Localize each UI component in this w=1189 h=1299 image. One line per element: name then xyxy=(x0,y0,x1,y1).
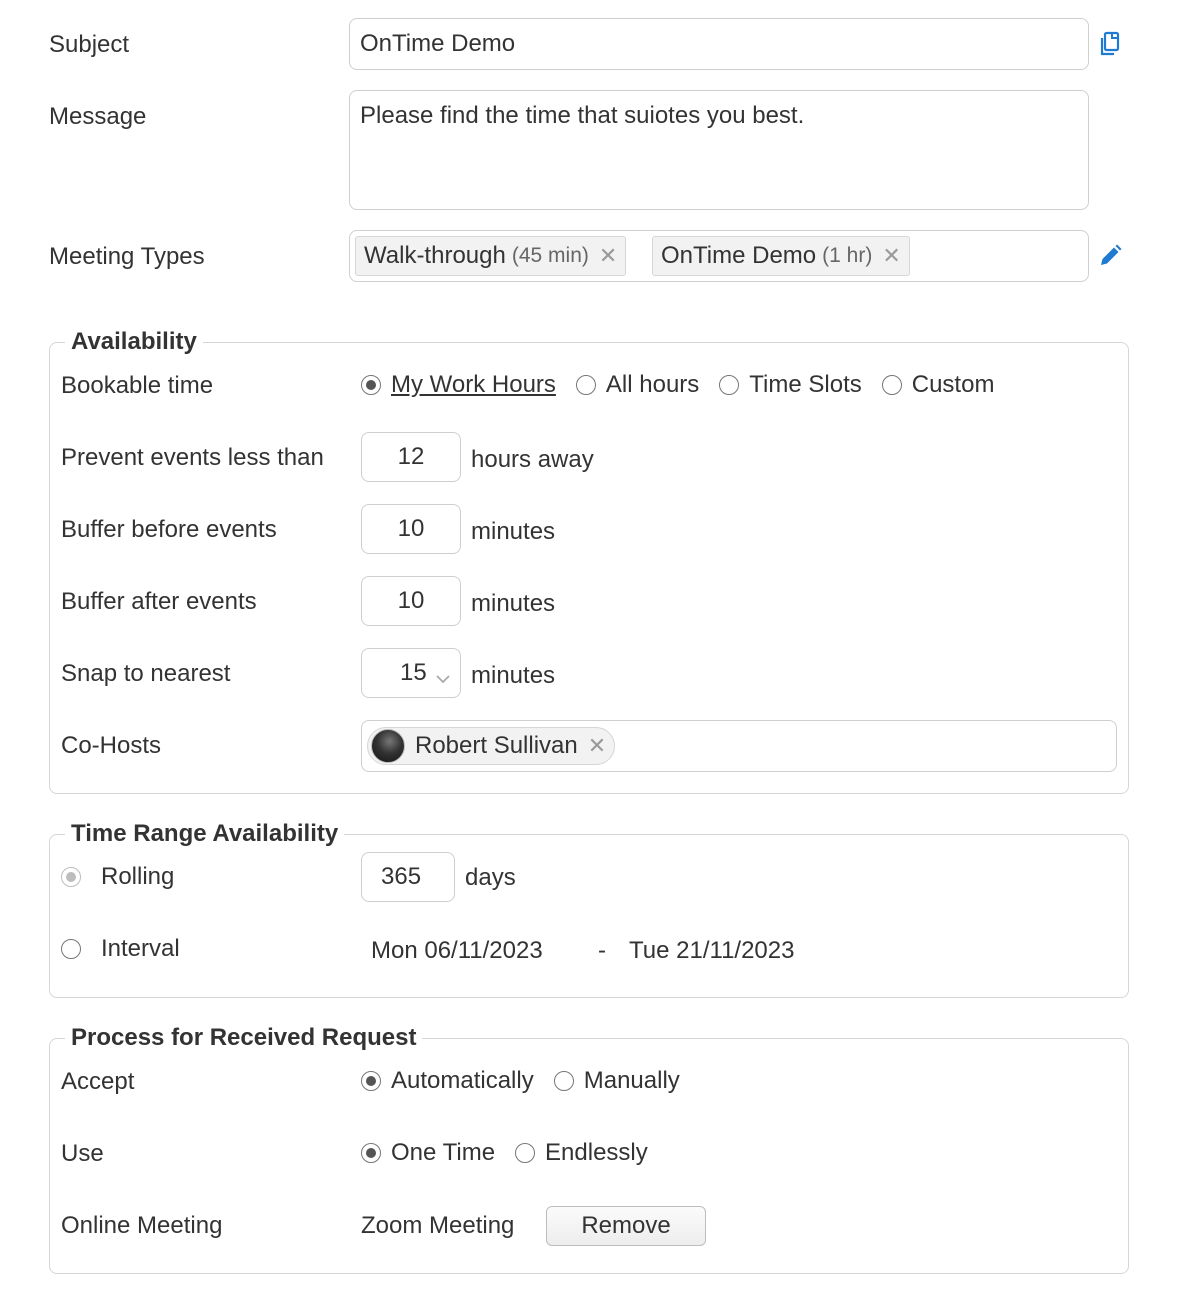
meeting-types-label: Meeting Types xyxy=(49,243,205,270)
bookable-time-label: Bookable time xyxy=(61,372,214,399)
message-label: Message xyxy=(49,103,147,130)
meeting-type-name: Walk-through xyxy=(364,242,506,269)
use-label: Use xyxy=(61,1140,104,1167)
meeting-type-chip[interactable] xyxy=(652,236,910,276)
buffer-before-unit: minutes xyxy=(471,518,556,545)
prevent-unit: hours away xyxy=(471,446,594,473)
rolling-unit: days xyxy=(465,864,516,891)
meeting-type-duration: (1 hr) xyxy=(822,244,873,267)
radio-label-time-slots[interactable]: Time Slots xyxy=(749,371,862,398)
copy-icon[interactable] xyxy=(1098,30,1124,65)
radio-label-one-time[interactable]: One Time xyxy=(391,1139,496,1166)
process-legend: Process for Received Request xyxy=(65,1023,422,1053)
snap-select-value: 15 xyxy=(400,659,427,686)
buffer-after-input[interactable]: 10 xyxy=(361,576,461,626)
snap-label: Snap to nearest xyxy=(61,660,231,687)
message-value: Please find the time that suiotes you best. xyxy=(360,102,805,129)
meeting-type-name: OnTime Demo xyxy=(661,242,817,269)
buffer-before-label: Buffer before events xyxy=(61,516,277,543)
subject-value: OnTime Demo xyxy=(360,30,516,57)
radio-all-hours[interactable] xyxy=(576,375,596,395)
remove-chip-icon[interactable]: ✕ xyxy=(598,243,618,268)
message-textarea[interactable] xyxy=(349,90,1089,210)
time-range-group xyxy=(49,834,1129,998)
snap-unit: minutes xyxy=(471,662,556,689)
online-meeting-value: Zoom Meeting xyxy=(361,1212,515,1239)
radio-label-all-hours[interactable]: All hours xyxy=(605,371,700,398)
radio-time-slots[interactable] xyxy=(719,375,739,395)
remove-cohost-icon[interactable]: ✕ xyxy=(587,733,607,758)
radio-label-my-work-hours[interactable]: My Work Hours xyxy=(391,371,556,398)
accept-label: Accept xyxy=(61,1068,135,1095)
interval-separator: - xyxy=(598,937,606,964)
chevron-down-icon xyxy=(436,663,450,691)
radio-label-interval[interactable]: Interval xyxy=(101,935,180,962)
radio-one-time[interactable] xyxy=(361,1143,381,1163)
radio-label-manually[interactable]: Manually xyxy=(583,1067,680,1094)
subject-input[interactable] xyxy=(349,18,1089,70)
rolling-days-input[interactable]: 365 xyxy=(361,852,455,902)
radio-rolling[interactable] xyxy=(61,867,81,887)
remove-button[interactable]: Remove xyxy=(546,1206,706,1246)
prevent-events-label: Prevent events less than xyxy=(61,444,324,471)
meeting-type-chip[interactable] xyxy=(355,236,626,276)
cohosts-label: Co-Hosts xyxy=(61,732,162,759)
online-meeting-label: Online Meeting xyxy=(61,1212,223,1239)
interval-start-date[interactable]: Mon 06/11/2023 xyxy=(371,937,543,964)
cohost-name: Robert Sullivan xyxy=(415,732,578,759)
avatar xyxy=(371,729,405,763)
radio-automatically[interactable] xyxy=(361,1071,381,1091)
cohost-chip[interactable] xyxy=(367,727,615,765)
interval-option xyxy=(61,935,200,963)
rolling-option xyxy=(61,863,194,891)
pencil-icon[interactable] xyxy=(1097,243,1123,276)
meeting-type-duration: (45 min) xyxy=(511,244,589,267)
radio-label-automatically[interactable]: Automatically xyxy=(391,1067,534,1094)
bookable-time-options xyxy=(361,371,1014,399)
buffer-after-unit: minutes xyxy=(471,590,556,617)
time-range-legend: Time Range Availability xyxy=(65,819,344,849)
snap-select[interactable] xyxy=(361,648,461,698)
availability-legend: Availability xyxy=(65,327,203,357)
radio-custom[interactable] xyxy=(882,375,902,395)
accept-options xyxy=(361,1067,700,1095)
interval-end-date[interactable]: Tue 21/11/2023 xyxy=(629,937,795,964)
radio-interval[interactable] xyxy=(61,939,81,959)
use-options xyxy=(361,1139,668,1167)
prevent-hours-input[interactable]: 12 xyxy=(361,432,461,482)
buffer-after-label: Buffer after events xyxy=(61,588,257,615)
radio-label-endlessly[interactable]: Endlessly xyxy=(545,1139,648,1166)
remove-chip-icon[interactable]: ✕ xyxy=(882,243,901,268)
radio-my-work-hours[interactable] xyxy=(361,375,381,395)
radio-manually[interactable] xyxy=(554,1071,574,1091)
subject-label: Subject xyxy=(49,31,130,58)
radio-label-rolling[interactable]: Rolling xyxy=(101,863,175,890)
radio-endlessly[interactable] xyxy=(515,1143,535,1163)
radio-label-custom[interactable]: Custom xyxy=(911,371,995,398)
buffer-before-input[interactable]: 10 xyxy=(361,504,461,554)
